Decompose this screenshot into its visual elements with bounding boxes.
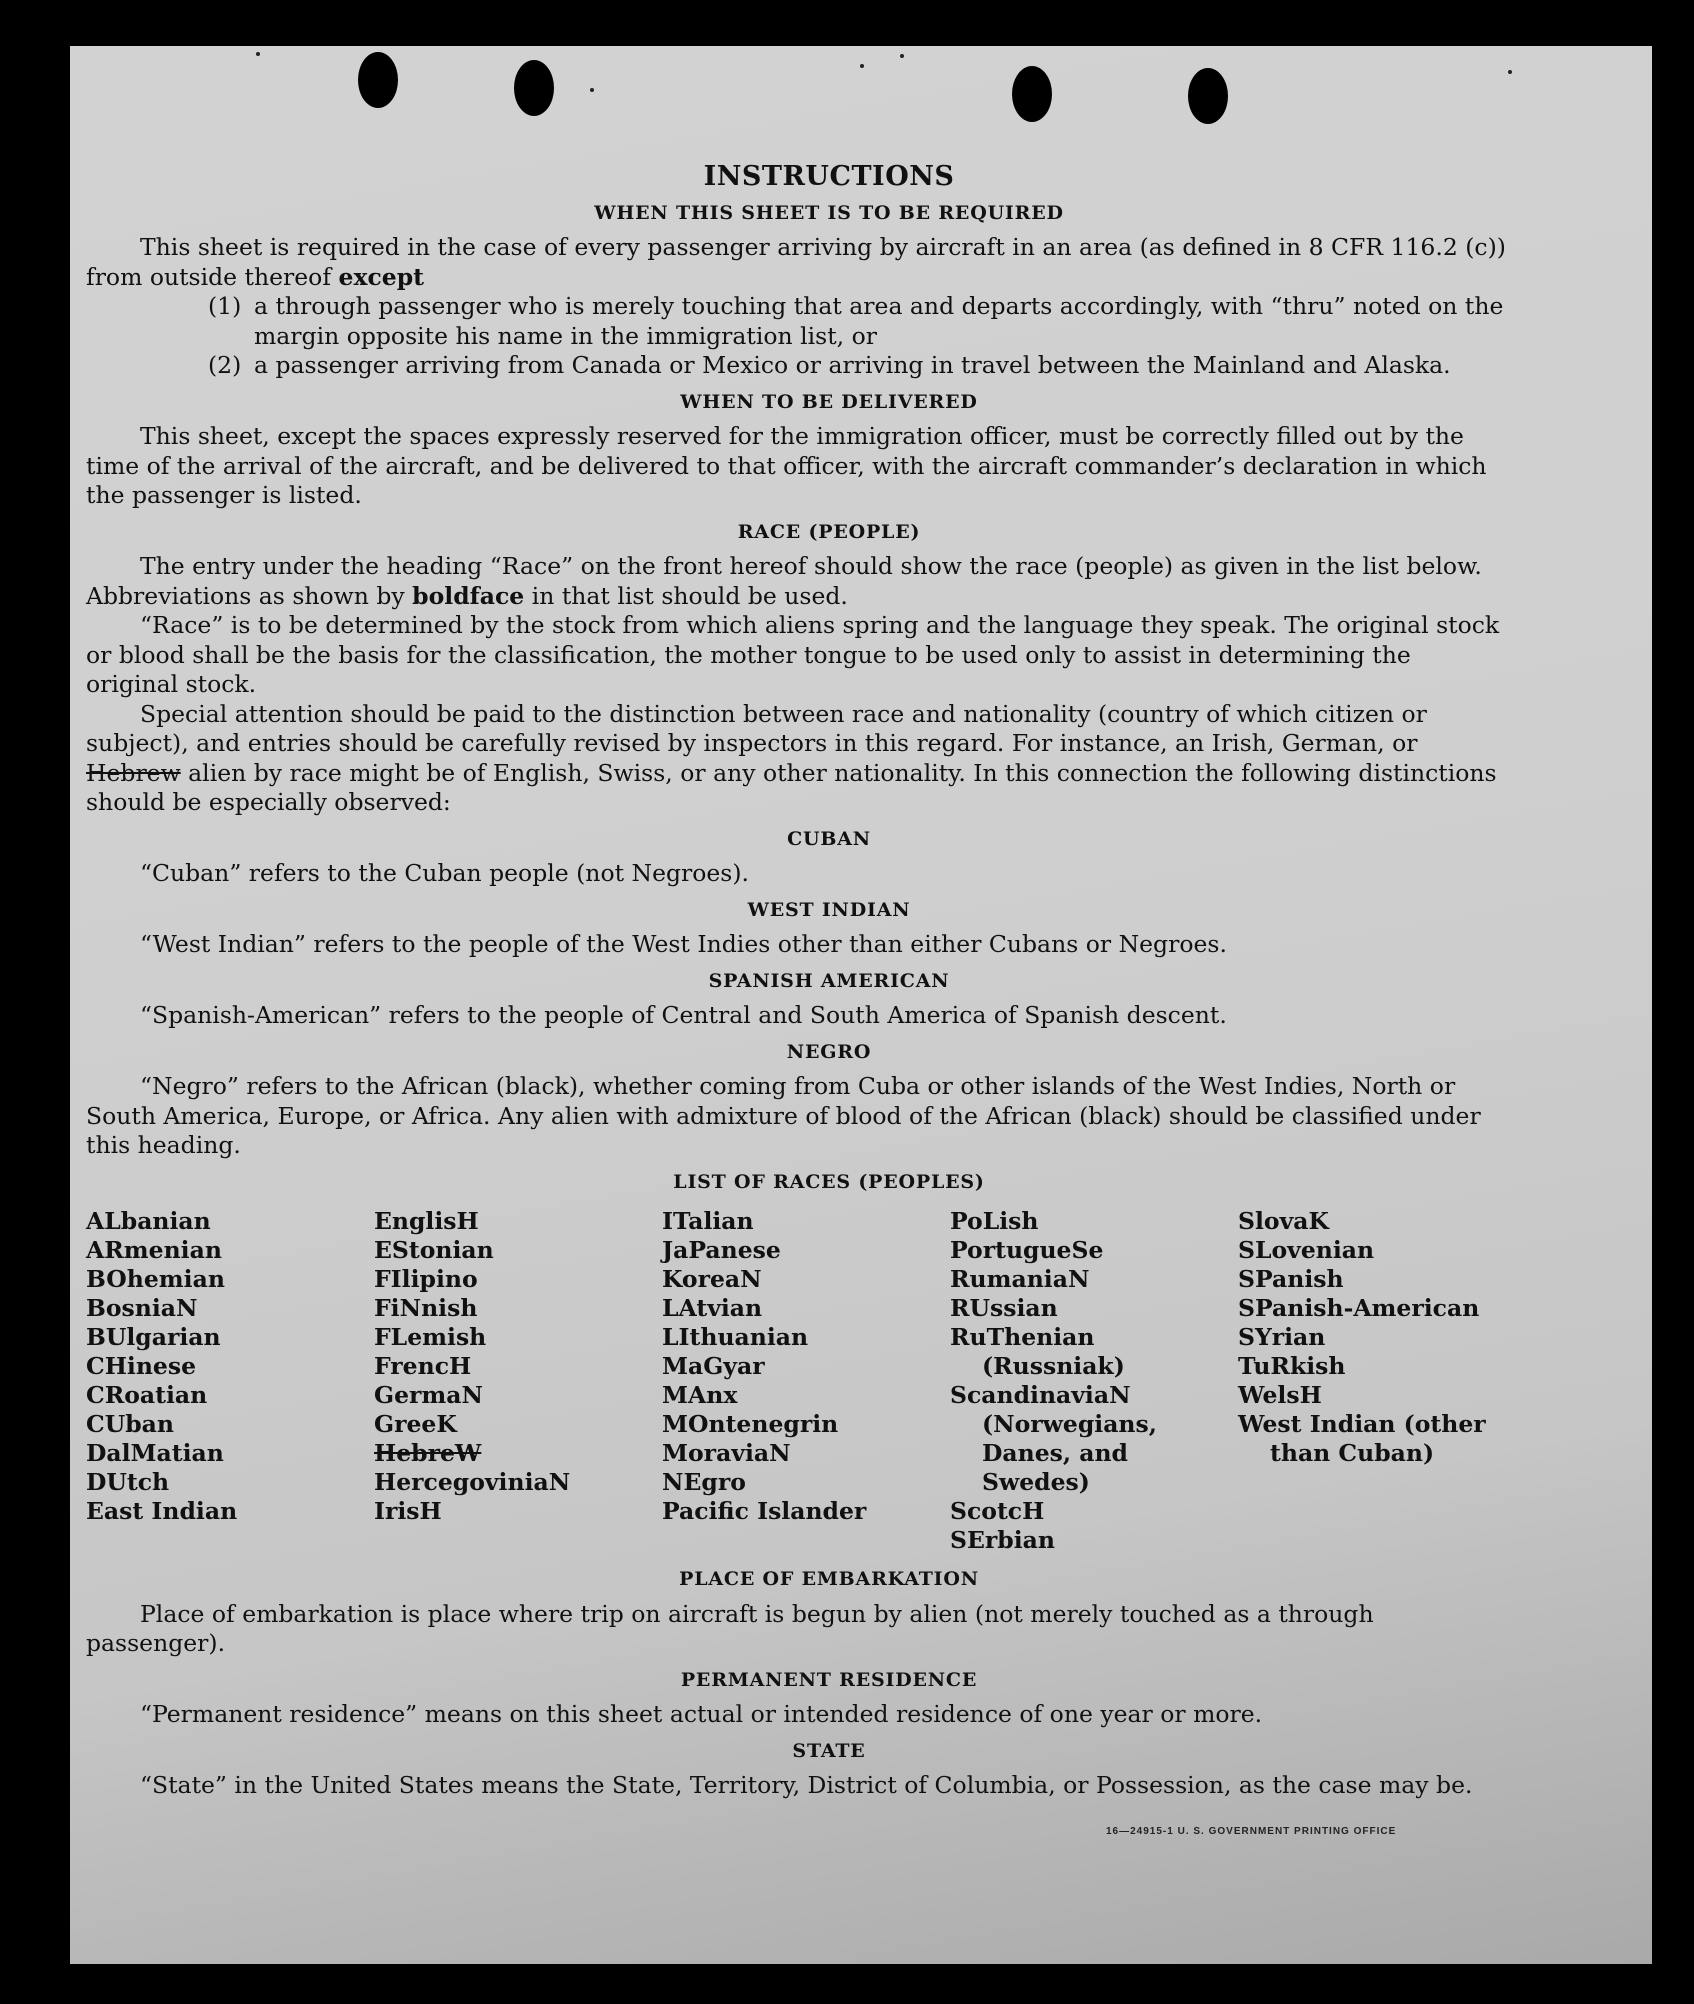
- punch-hole: [358, 52, 398, 108]
- race-item: EStonian: [374, 1236, 494, 1264]
- paragraph: [86, 233, 1506, 292]
- race-item: WelsH: [1238, 1381, 1322, 1409]
- paragraph: “Permanent residence” means on this sheet actual or intended residence of one year or more.: [140, 1700, 1263, 1728]
- race-item: RUssian: [950, 1294, 1058, 1322]
- punch-hole: [1188, 68, 1228, 124]
- text: alien by race might be of English, Swiss, or any other nationality. In this connection the following distinctions should be especially observed:: [86, 758, 1497, 816]
- section-heading: PERMANENT RESIDENCE: [680, 1668, 978, 1691]
- race-item: SPanish-American: [1238, 1294, 1480, 1322]
- race-item: FLemish: [374, 1323, 487, 1351]
- print-code: 16—24915-1 U. S. GOVERNMENT PRINTING OFFICE: [1106, 1826, 1397, 1837]
- item-text: a passenger arriving from Canada or Mexico or arriving in travel between the Mainland and Alaska.: [254, 351, 1451, 379]
- race-column: [950, 1207, 1238, 1555]
- paragraph: “Cuban” refers to the Cuban people (not Negroes).: [140, 859, 750, 887]
- bold-text: boldface: [412, 581, 525, 610]
- section-heading: NEGRO: [786, 1040, 872, 1063]
- section-heading: SPANISH AMERICAN: [708, 969, 950, 992]
- speck: [590, 88, 594, 92]
- item-number: (2): [208, 351, 242, 379]
- speck: [900, 54, 904, 58]
- section-heading: WHEN THIS SHEET IS TO BE REQUIRED: [594, 201, 1064, 224]
- race-item: DUtch: [86, 1468, 170, 1496]
- punch-hole: [1012, 66, 1052, 122]
- race-column: [86, 1207, 374, 1555]
- paragraph: Place of embarkation is place where trip on aircraft is begun by alien (not merely touched as a through passenger).: [86, 1599, 1374, 1657]
- race-column: [374, 1207, 662, 1555]
- race-item: EnglisH: [374, 1207, 479, 1235]
- speck: [860, 64, 864, 68]
- paragraph: [86, 700, 1506, 818]
- race-item: MOntenegrin: [662, 1410, 839, 1438]
- paragraph: “Negro” refers to the African (black), whether coming from Cuba or other islands of the West Indies, North or South America, Europe, or Africa. Any alien with admixture of blood of the African (black) should be classified under this heading.: [86, 1072, 1481, 1159]
- race-item: CUban: [86, 1410, 174, 1438]
- race-item: SLovenian: [1238, 1236, 1375, 1264]
- race-item: LAtvian: [662, 1294, 763, 1322]
- list-item: [86, 292, 1506, 351]
- speck: [1508, 70, 1512, 74]
- instructions-text: [86, 162, 1506, 1801]
- race-item: SYrian: [1238, 1323, 1326, 1351]
- race-item: Pacific Islander: [662, 1497, 867, 1525]
- race-column: [662, 1207, 950, 1555]
- race-item: KoreaN: [662, 1265, 762, 1293]
- race-item: IrisH: [374, 1497, 442, 1525]
- list-item: [86, 351, 1506, 381]
- struck-text: Hebrew: [86, 758, 181, 787]
- speck: [256, 52, 260, 56]
- section-heading: WEST INDIAN: [747, 898, 911, 921]
- text: in that list should be used.: [524, 581, 848, 610]
- paragraph: “Spanish-American” refers to the people of Central and South America of Spanish descent.: [140, 1001, 1227, 1029]
- race-item: LIthuanian: [662, 1323, 809, 1351]
- race-item: CRoatian: [86, 1381, 208, 1409]
- race-item: ITalian: [662, 1207, 754, 1235]
- race-item: ALbanian: [86, 1207, 211, 1235]
- race-item: NEgro: [662, 1468, 746, 1496]
- paragraph: “West Indian” refers to the people of the West Indies other than either Cubans or Negroes.: [140, 930, 1227, 958]
- race-item: BosniaN: [86, 1294, 198, 1322]
- race-item: CHinese: [86, 1352, 197, 1380]
- paragraph: “State” in the United States means the State, Territory, District of Columbia, or Possession, as the case may be.: [140, 1771, 1473, 1799]
- section-heading: LIST OF RACES (PEOPLES): [673, 1170, 985, 1193]
- race-item: BUlgarian: [86, 1323, 221, 1351]
- text: This sheet is required in the case of every passenger arriving by aircraft in an area (as defined in 8 CFR 116.2 (c)) from outside thereof: [86, 233, 1506, 291]
- text: The entry under the heading “Race” on the front hereof should show the race (people) as given in the list below. Abbreviations as shown by: [86, 552, 1482, 610]
- punch-hole: [514, 60, 554, 116]
- race-item: FrencH: [374, 1352, 472, 1380]
- race-item: PoLish: [950, 1207, 1039, 1235]
- race-column: [1238, 1207, 1518, 1555]
- page-title: INSTRUCTIONS: [703, 161, 955, 192]
- section-heading: CUBAN: [787, 827, 871, 850]
- race-item: MoraviaN: [662, 1439, 791, 1467]
- race-item: GermaN: [374, 1381, 483, 1409]
- document-page: [70, 46, 1652, 1964]
- item-number: (1): [208, 292, 242, 320]
- race-item: RuThenian (Russniak): [950, 1323, 1125, 1380]
- race-item: MAnx: [662, 1381, 738, 1409]
- paragraph: [86, 552, 1506, 611]
- race-item: JaPanese: [662, 1236, 781, 1264]
- race-item: SlovaK: [1238, 1207, 1329, 1235]
- race-item: East Indian: [86, 1497, 238, 1525]
- section-heading: WHEN TO BE DELIVERED: [680, 390, 978, 413]
- race-item: FiNnish: [374, 1294, 478, 1322]
- race-item: SPanish: [1238, 1265, 1344, 1293]
- item-text: a through passenger who is merely touching that area and departs accordingly, with “thru” noted on the margin opposite his name in the immigration list, or: [254, 292, 1504, 350]
- race-item: ScotcH: [950, 1497, 1045, 1525]
- section-heading: RACE (PEOPLE): [737, 520, 921, 543]
- race-item: RumaniaN: [950, 1265, 1090, 1293]
- race-item: FIlipino: [374, 1265, 478, 1293]
- race-item: DalMatian: [86, 1439, 224, 1467]
- race-item: ScandinaviaN (Norwegians, Danes, and Swedes): [950, 1381, 1157, 1496]
- text: Special attention should be paid to the distinction between race and nationality (country of which citizen or subject), and entries should be carefully revised by inspectors in this regard. For instance, an Irish, German, or: [86, 699, 1427, 757]
- bold-text: except: [338, 262, 425, 291]
- paragraph: This sheet, except the spaces expressly reserved for the immigration officer, must be correctly filled out by the time of the arrival of the aircraft, and be delivered to that officer, with the aircraft commander’s declaration in which the passenger is listed.: [86, 422, 1487, 509]
- race-item: BOhemian: [86, 1265, 225, 1293]
- section-heading: PLACE OF EMBARKATION: [679, 1568, 979, 1590]
- race-item: GreeK: [374, 1410, 457, 1438]
- race-item: TuRkish: [1238, 1352, 1346, 1380]
- race-item: West Indian (other than Cuban): [1238, 1410, 1486, 1467]
- section-heading: STATE: [792, 1739, 866, 1762]
- race-item: SErbian: [950, 1526, 1055, 1554]
- race-list: [86, 1207, 1506, 1555]
- race-item: PortugueSe: [950, 1236, 1104, 1264]
- paragraph: “Race” is to be determined by the stock from which aliens spring and the language they speak. The original stock or blood shall be the basis for the classification, the mother tongue to be used only to assist in determining the original stock.: [86, 611, 1500, 698]
- race-item: MaGyar: [662, 1352, 765, 1380]
- race-item: HercegoviniaN: [374, 1468, 571, 1496]
- race-item: HebreW: [374, 1439, 482, 1467]
- race-item: ARmenian: [86, 1236, 222, 1264]
